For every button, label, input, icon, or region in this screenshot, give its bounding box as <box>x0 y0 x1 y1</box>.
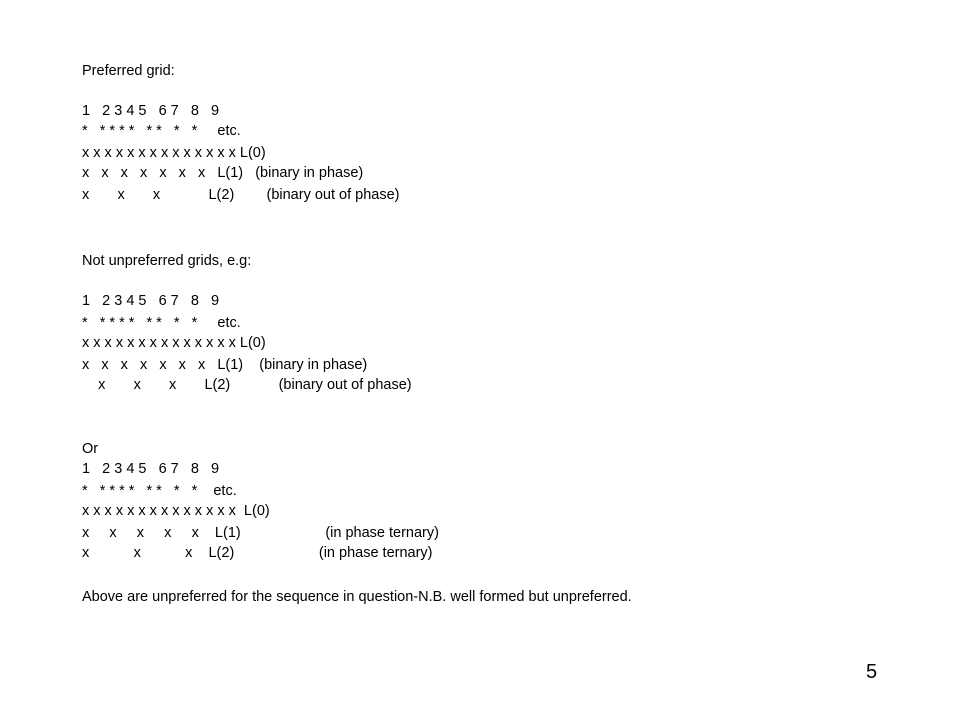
or-level-2-row: x x x L(2) (in phase ternary) <box>82 545 433 561</box>
or-stars-row: * * * * * * * * * etc. <box>82 483 237 499</box>
not-unpreferred-numbers-row: 1 2 3 4 5 6 7 8 9 <box>82 293 220 309</box>
or-level-0-row: x x x x x x x x x x x x x x L(0) <box>82 503 270 519</box>
conclusion-text: Above are unpreferred for the sequence in question-N.B. well formed but unpreferred. <box>82 589 632 605</box>
not-unpreferred-stars-row: * * * * * * * * * etc. <box>82 315 241 331</box>
not-unpreferred-level-0-row: x x x x x x x x x x x x x x L(0) <box>82 335 266 351</box>
preferred-numbers-row: 1 2 3 4 5 6 7 8 9 <box>82 103 220 119</box>
preferred-level-1-row: x x x x x x x L(1) (binary in phase) <box>82 165 364 181</box>
preferred-grid-heading: Preferred grid: <box>82 63 175 79</box>
or-numbers-row: 1 2 3 4 5 6 7 8 9 <box>82 461 220 477</box>
preferred-stars-row: * * * * * * * * * etc. <box>82 123 241 139</box>
preferred-level-0-row: x x x x x x x x x x x x x x L(0) <box>82 145 266 161</box>
page-number: 5 <box>866 661 878 683</box>
or-level-1-row: x x x x x L(1) (in phase ternary) <box>82 525 439 541</box>
not-unpreferred-level-1-row: x x x x x x x L(1) (binary in phase) <box>82 357 368 373</box>
not-unpreferred-level-2-row: x x x L(2) (binary out of phase) <box>82 377 412 393</box>
preferred-level-2-row: x x x L(2) (binary out of phase) <box>82 187 400 203</box>
not-unpreferred-heading: Not unpreferred grids, e.g: <box>82 253 252 269</box>
or-heading: Or <box>82 441 99 457</box>
